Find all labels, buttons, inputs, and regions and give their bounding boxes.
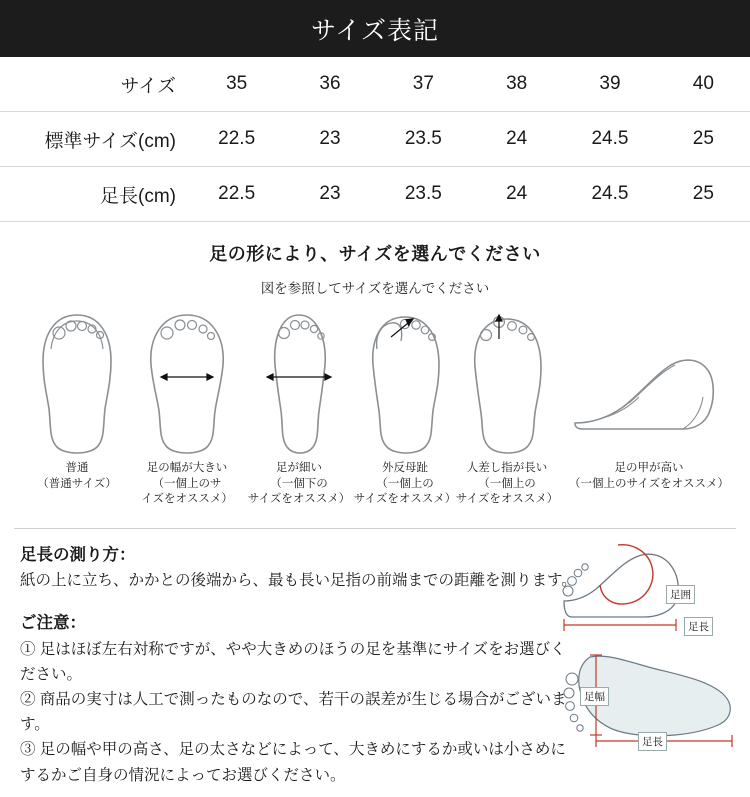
foot-wide-icon [132, 309, 242, 459]
foot-option-wide [132, 309, 242, 508]
table-row [0, 57, 750, 112]
foot-wide-note2: イズをオススメ） [141, 493, 233, 506]
cell: 25 [692, 183, 714, 204]
foot-high-instep-name: 足の甲が高い [614, 462, 684, 474]
foot-option-bunion [350, 309, 460, 508]
foot-option-normal [22, 309, 132, 492]
label-foot-length-top: 足長 [684, 617, 713, 636]
foot-narrow-caption [244, 461, 354, 508]
measure-text: 紙の上に立ち、かかとの後端から、最も長い足指の前端までの距離を測ります。 [20, 572, 577, 589]
foot-wide-name: 足の幅が大きい [146, 462, 228, 474]
label-instep-circumference: 足囲 [666, 585, 695, 604]
cell: 24.5 [591, 128, 629, 149]
foot-normal-icon [22, 309, 132, 459]
measurement-diagram [556, 529, 746, 759]
notice-item: ③ 足の幅や甲の高さ、足の太さなどによって、大きめにするか或いは小さめにするかご自身の情況によってお選びください。 [20, 741, 566, 784]
foot-high-instep-icon [556, 309, 742, 459]
foot-high-instep-note1: （一個上のサイズをオススメ） [569, 477, 729, 490]
foot-option-high-instep [556, 309, 742, 492]
label-foot-width: 足幅 [580, 687, 609, 706]
cell: 24.5 [591, 183, 629, 204]
foot-long-toe-name: 人差し指が長い [466, 462, 548, 474]
page-header [0, 0, 750, 57]
cell: 22.5 [218, 128, 256, 149]
foot-option-narrow [244, 309, 354, 508]
measure-heading: 足長の測り方： [20, 546, 136, 564]
cell: 24 [506, 128, 528, 149]
foot-wide-note1: （一個上のサ [152, 477, 222, 490]
label-foot-length-bottom: 足長 [638, 732, 667, 751]
row-label: 標準サイズ(cm) [44, 130, 176, 152]
foot-narrow-name: 足が細い [276, 462, 322, 474]
row-label: サイズ [120, 75, 176, 97]
foot-bunion-caption [350, 461, 460, 508]
foot-narrow-note2: サイズをオススメ） [247, 493, 351, 506]
foot-bunion-note1: （一個上の [376, 477, 434, 490]
measurement-diagram-svg [556, 529, 746, 759]
shape-section-title: 足の形により、サイズを選んでください [209, 244, 541, 264]
table-row [0, 167, 750, 222]
cell: 25 [692, 128, 714, 149]
shape-section-subtitle: 図を参照してサイズを選んでください [260, 281, 490, 296]
cell: 24 [506, 183, 528, 204]
cell: 36 [319, 73, 341, 94]
notice-item: ① 足はほぼ左右対称ですが、やや大きめのほうの足を基準にサイズをお選びください。 [20, 641, 566, 684]
page-title: サイズ表記 [310, 16, 439, 45]
cell: 23 [319, 128, 341, 149]
foot-bunion-name: 外反母趾 [382, 462, 428, 474]
foot-option-long-second-toe [452, 309, 562, 508]
table-row [0, 112, 750, 167]
notice-heading: ご注意： [20, 614, 86, 633]
foot-bunion-note2: サイズをオススメ） [353, 493, 457, 506]
foot-high-instep-caption [556, 461, 742, 492]
cell: 39 [599, 73, 621, 94]
foot-bunion-icon [350, 309, 460, 459]
row-label: 足長(cm) [100, 185, 176, 207]
foot-narrow-icon [244, 309, 354, 459]
cell: 38 [506, 73, 528, 94]
notice-item: ② 商品の実寸は人工で測ったものなので、若干の誤差が生じる場合がございます。 [20, 691, 567, 734]
bottom-section [0, 529, 750, 788]
cell: 40 [692, 73, 714, 94]
cell: 23.5 [404, 183, 442, 204]
cell: 23 [319, 183, 341, 204]
foot-long-toe-icon [452, 309, 562, 459]
foot-long-toe-note1: （一個上の [478, 477, 536, 490]
foot-normal-note1: （普通サイズ） [37, 477, 117, 490]
size-table [0, 57, 750, 222]
foot-normal-caption [22, 461, 132, 492]
foot-normal-name: 普通 [65, 462, 89, 474]
foot-long-toe-caption [452, 461, 562, 508]
cell: 23.5 [404, 128, 442, 149]
foot-wide-caption [132, 461, 242, 508]
cell: 22.5 [218, 183, 256, 204]
cell: 35 [226, 73, 248, 94]
foot-long-toe-note2: サイズをオススメ） [455, 493, 559, 506]
cell: 37 [412, 73, 434, 94]
foot-narrow-note1: （一個下の [270, 477, 328, 490]
foot-shape-row [0, 309, 750, 524]
